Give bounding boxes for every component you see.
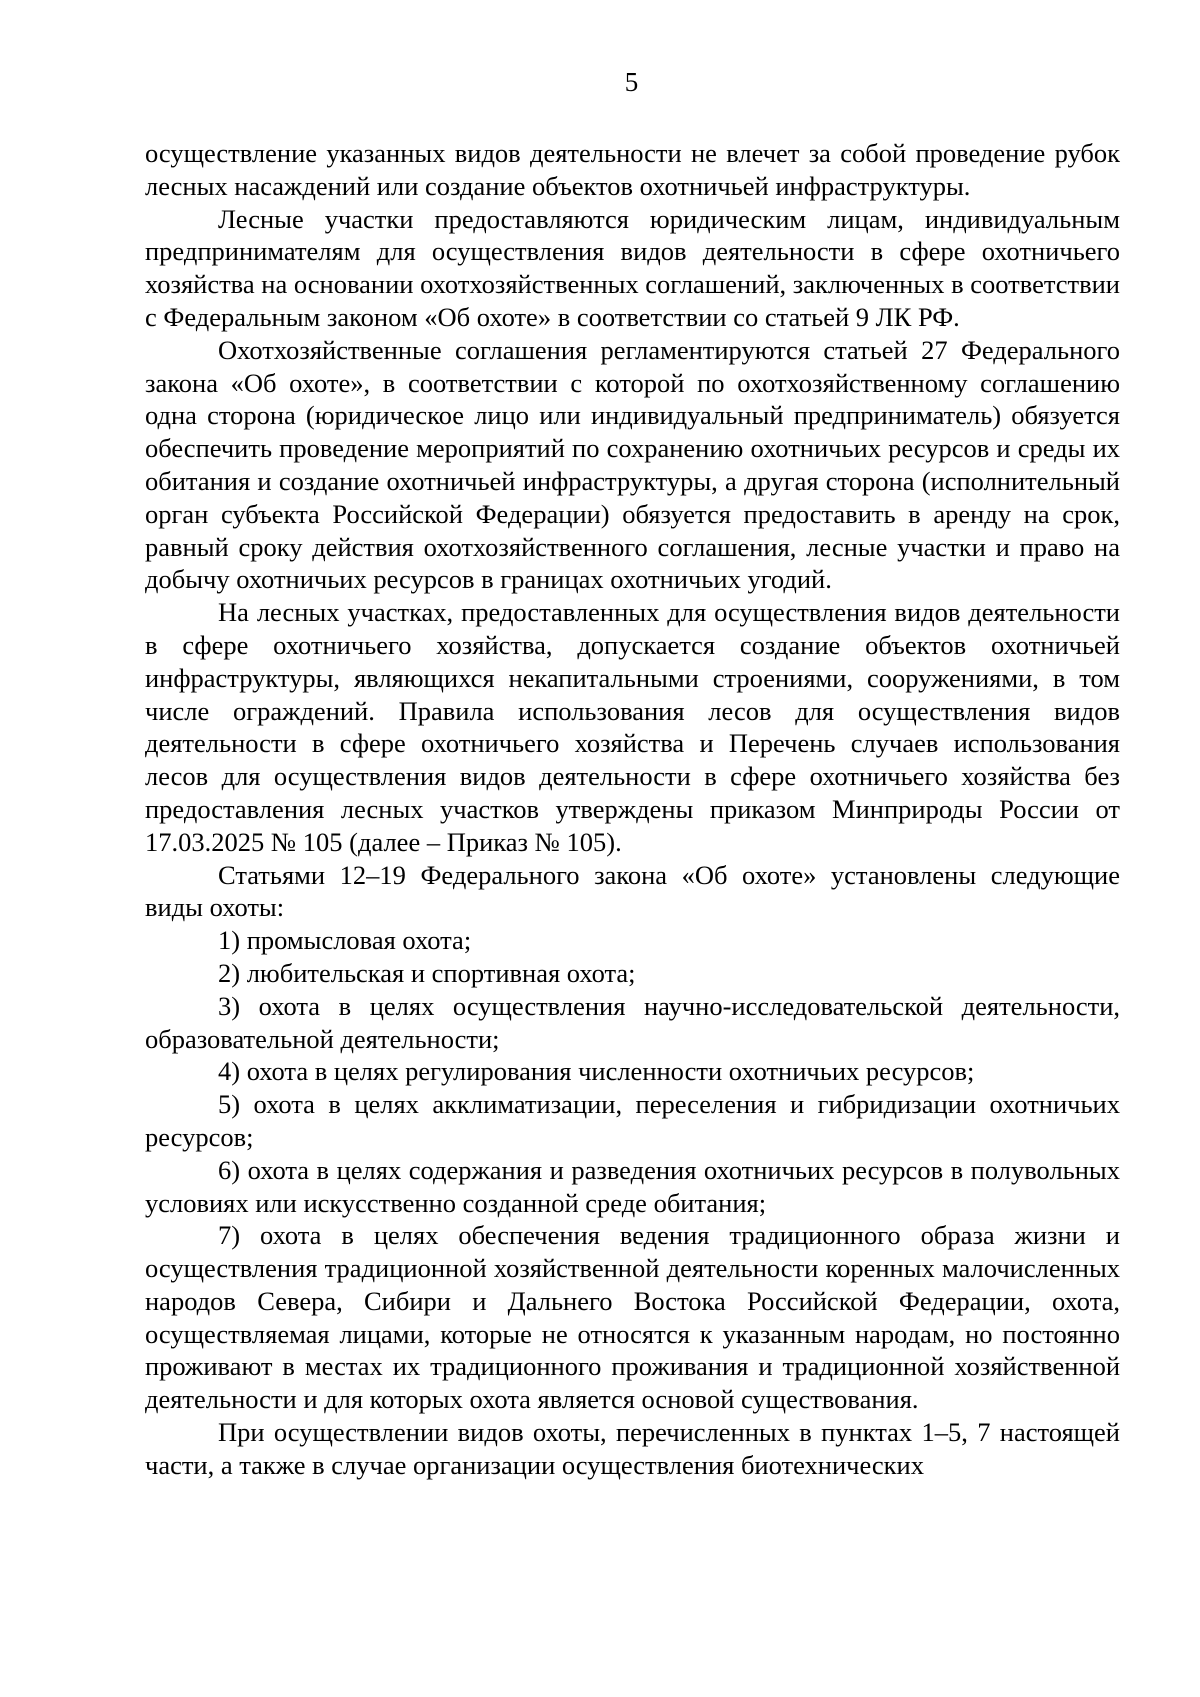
paragraph-land-plots: Лесные участки предоставляются юридическим лицам, индивидуальным предпринимателям для осуществления видов деятельности в сфере охотничьего хозяйства на основании охотхозяйственных соглашений, заключенных в соответствии с Федеральным законом «Об охоте» в соответствии со статьей 9 ЛК РФ. [145,203,1120,332]
paragraph-continuation: осуществление указанных видов деятельности не влечет за собой проведение рубок лесных насаждений или создание объектов охотничьей инфраструктуры. [145,138,1120,201]
paragraph-final: При осуществлении видов охоты, перечисленных в пунктах 1–5, 7 настоящей части, а также в случае организации осуществления биотехнических [145,1417,1120,1480]
paragraph-infrastructure: На лесных участках, предоставленных для осуществления видов деятельности в сфере охотничьего хозяйства, допускается создание объектов охотничьей инфраструктуры, являющихся некапитальными строениями, сооружениями, в том числе ограждений. Правила использования лесов для осуществления видов деятельности в сфере охотничьего хозяйства и Перечень случаев использования лесов для осуществления видов деятельности в сфере охотничьего хозяйства без предоставления лесных участков утверждены приказом Минприроды России от 17.03.2025 № 105 (далее – Приказ № 105). [145,597,1120,857]
list-item-1: 1) промысловая охота; [218,925,472,956]
document-body [145,137,1120,1482]
list-item-7: 7) охота в целях обеспечения ведения традиционного образа жизни и осуществления традиционной хозяйственной деятельности коренных малочисленных народов Севера, Сибири и Дальнего Востока Российской Федерации, охота, осуществляемая лицами, которые не относятся к указанным народам, но постоянно проживают в местах их традиционного проживания и традиционной хозяйственной деятельности и для которых охота является основой существования. [145,1220,1120,1415]
page-number: 5 [624,67,639,97]
paragraph-hunting-types-intro: Статьями 12–19 Федерального закона «Об охоте» установлены следующие виды охоты: [145,859,1120,923]
list-item-5: 5) охота в целях акклиматизации, переселения и гибридизации охотничьих ресурсов; [145,1089,1120,1152]
list-item-3: 3) охота в целях осуществления научно-исследовательской деятельности, образовательной деятельности; [145,990,1120,1054]
list-item-4: 4) охота в целях регулирования численности охотничьих ресурсов; [218,1056,975,1087]
list-item-6: 6) охота в целях содержания и разведения охотничьих ресурсов в полувольных условиях или искусственно созданной среде обитания; [145,1154,1120,1218]
list-item-2: 2) любительская и спортивная охота; [218,957,636,988]
paragraph-hunting-agreements: Охотхозяйственные соглашения регламентируются статьей 27 Федерального закона «Об охоте», в соответствии с которой по охотхозяйственному соглашению одна сторона (юридическое лицо или индивидуальный предприниматель) обязуется обеспечить проведение мероприятий по сохранению охотничьих ресурсов и среды их обитания и создание охотничьей инфраструктуры, а другая сторона (исполнительный орган субъекта Российской Федерации) обязуется предоставить в аренду на срок, равный сроку действия охотхозяйственного соглашения, лесные участки и право на добычу охотничьих ресурсов в границах охотничьих угодий. [145,334,1120,595]
